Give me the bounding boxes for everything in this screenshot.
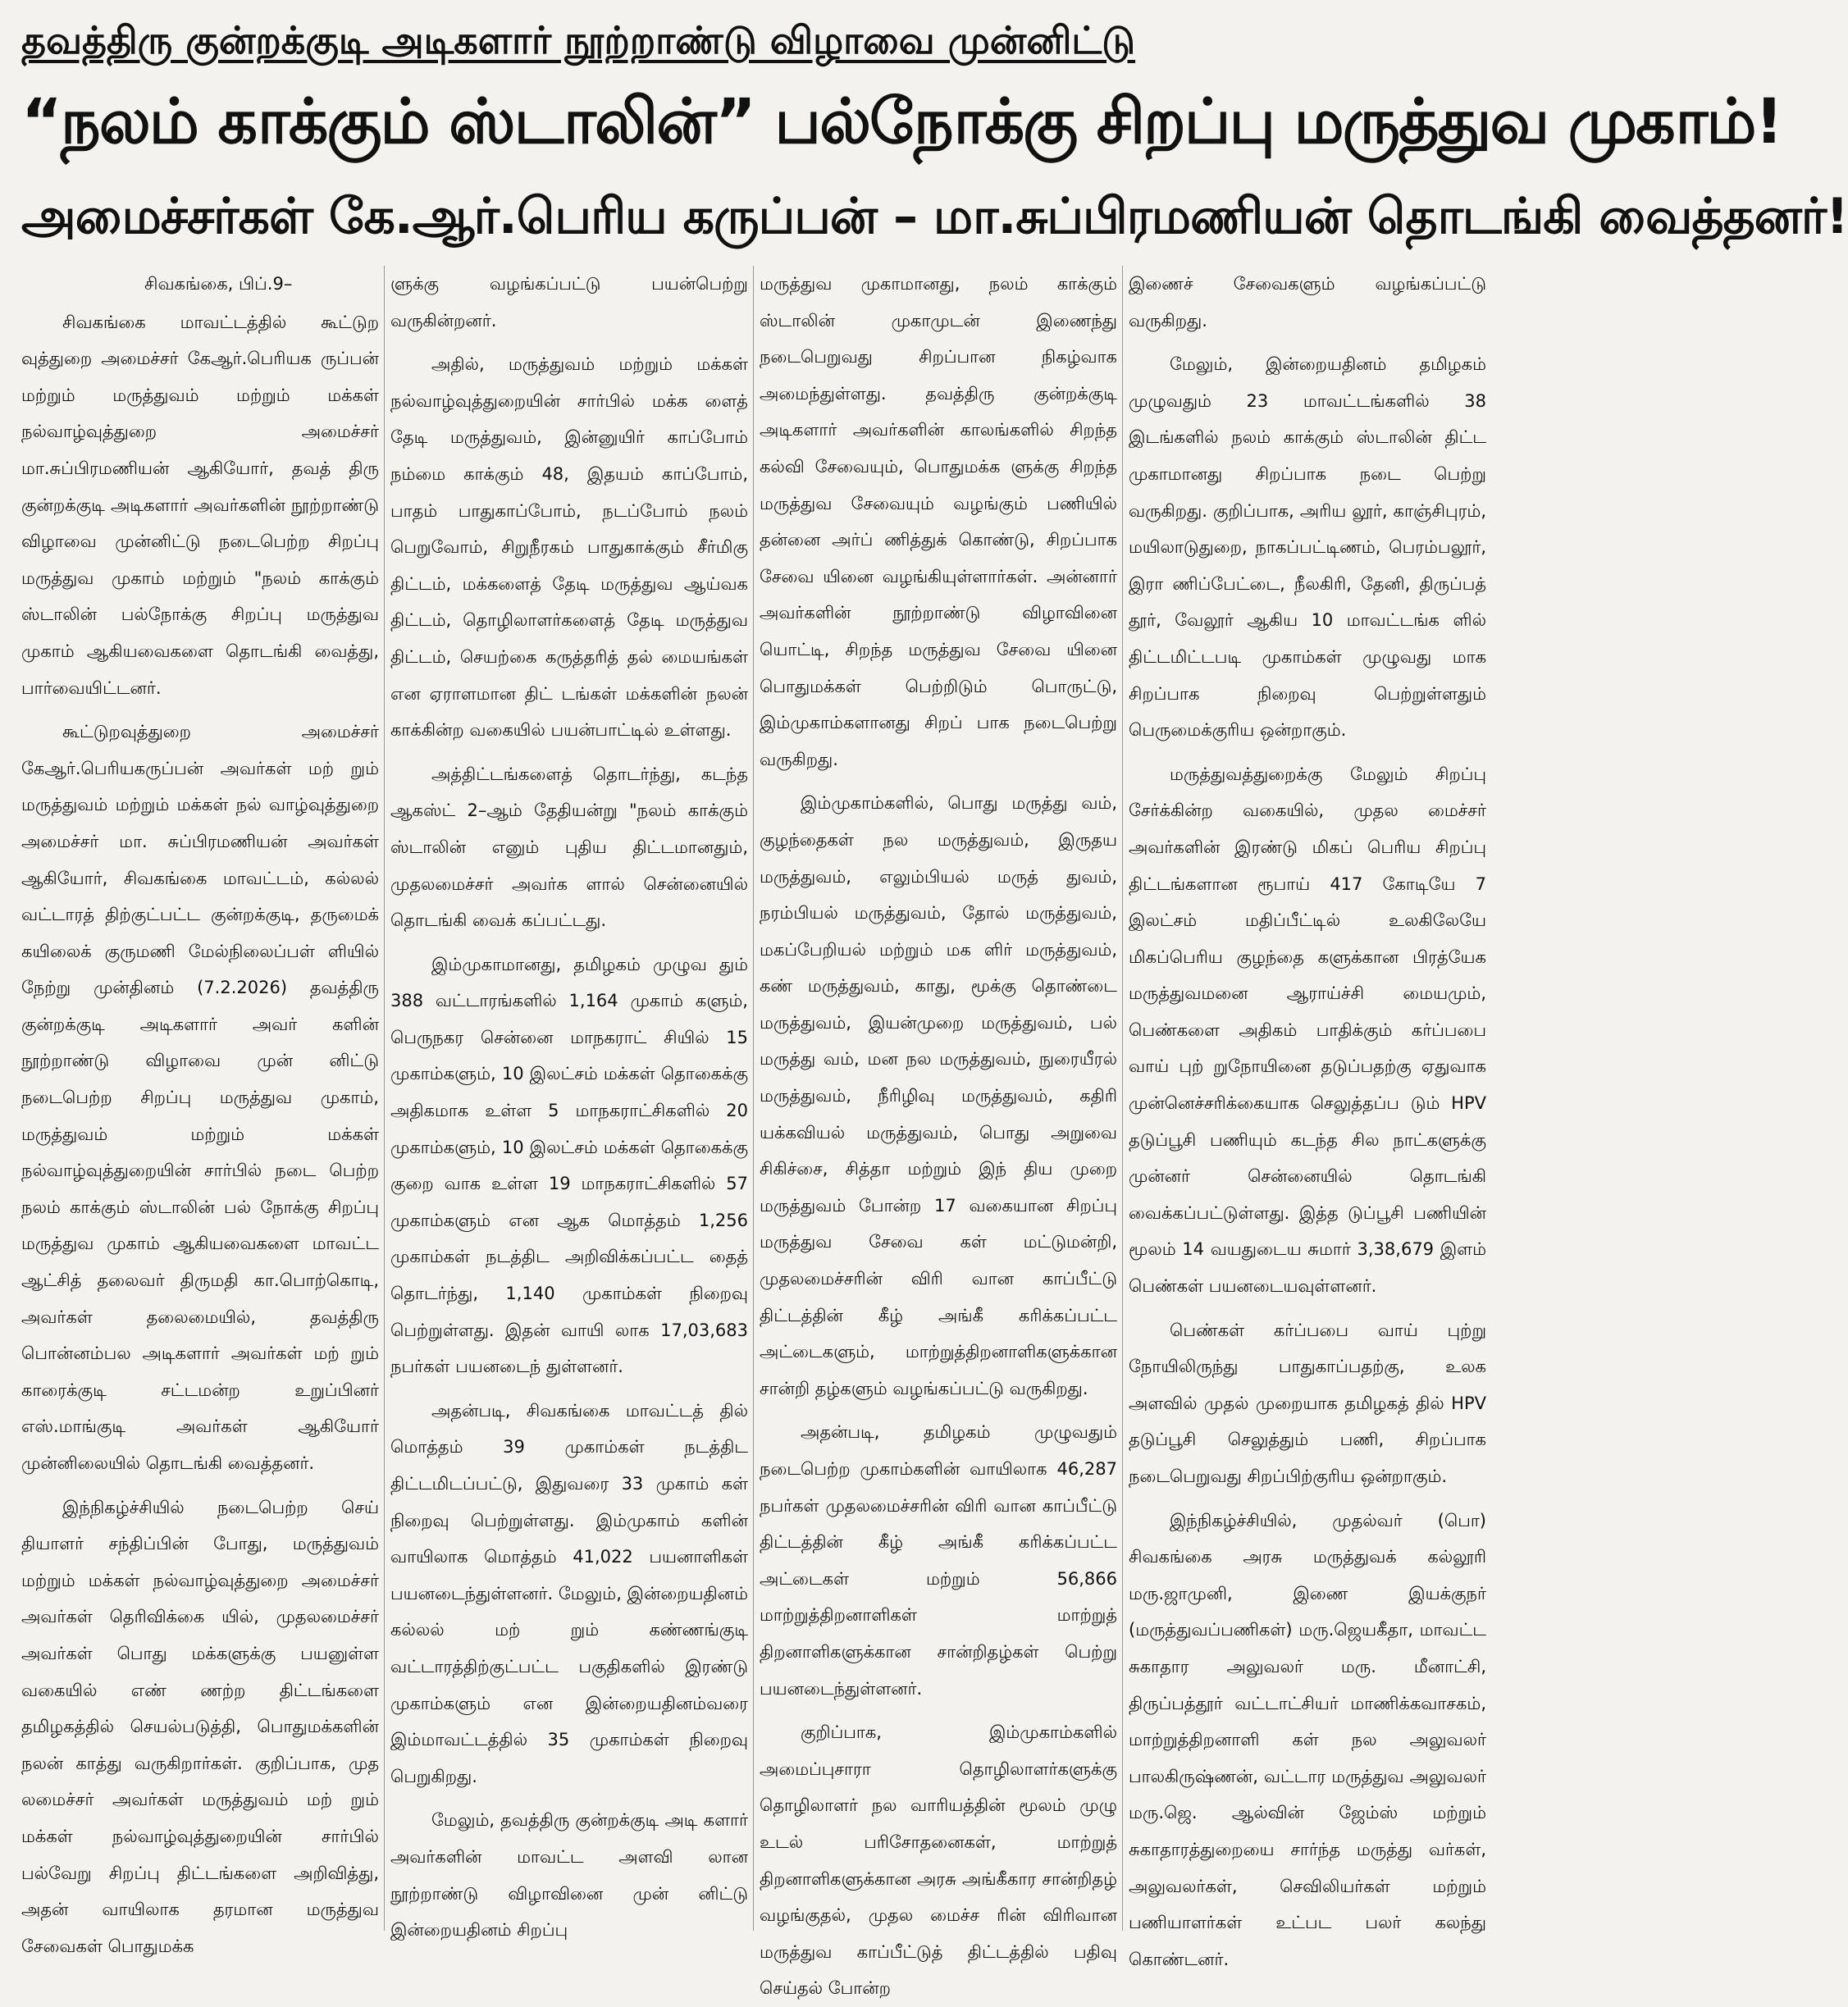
paragraph: இந்நிகழ்ச்சியில் நடைபெற்ற செய் தியாளர் சந்திப்பின் போது, மருத்துவம் மற்றும் மக்கள் நல்வாழ்வுத்துறை அமைச்சர் அவர்கள் தெரிவிக்கை யில், முதலமைச்சர் அவர்கள் பொது மக்களுக்கு பயனுள்ள வகையில் எண் ணற்ற திட்டங்களை தமிழகத்தில் செயல்படுத்தி, பொதுமக்களின் நலன் காத்து வருகிறார்கள். குறிப்பாக, முத லமைச்சர் அவர்கள் மருத்துவம் மற் றும் மக்கள் நல்வாழ்வுத்துறையின் சார்பில் பல்வேறு சிறப்பு திட்டங்களை அறிவித்து, அதன் வாயிலாக தரமான மருத்துவ சேவைகள் பொதுமக்க (21, 1497, 379, 1956)
column-1 (21, 266, 379, 1956)
sub-headline: அமைச்சர்கள் கே.ஆர்.பெரிய கருப்பன் – மா.சுப்பிரமணியன் தொடங்கி வைத்தனர்! (21, 188, 1848, 245)
paragraph: இம்முகாமானது, தமிழகம் முழுவ தும் 388 வட்டாரங்களில் 1,164 முகாம் களும், பெருநகர சென்னை மாநகராட் சியில் 15 முகாம்களும், 10 இலட்சம் மக்கள் தொகைக்கு அதிகமாக உள்ள 5 மாநகராட்சிகளில் 20 முகாம்களும், 10 இலட்சம் மக்கள் தொகைக்கு குறை வாக உள்ள 19 மாநகராட்சிகளில் 57 முகாம்களும் என ஆக மொத்தம் 1,256 முகாம்கள் நடத்திட அறிவிக்கப்பட்ட தைத் தொடர்ந்து, 1,140 முகாம்கள் நிறைவு பெற்றுள்ளது. இதன் வாயி லாக 17,03,683 நபர்கள் பயனடைந் துள்ளனர். (390, 954, 748, 1377)
paragraph: குறிப்பாக, இம்முகாம்களில் அமைப்புசாரா தொழிலாளர்களுக்கு தொழிலாளர் நல வாரியத்தின் மூலம் முழு உடல் பரிசோதனைகள், மாற்றுத் திறனாளிகளுக்கான அரசு அங்கீகார சான்றிதழ் வழங்குதல், முதல மைச்ச ரின் விரிவான மருத்துவ காப்பீட்டுத் திட்டத்தில் பதிவு செய்தல் போன்ற (760, 1722, 1117, 1999)
paragraph: அதன்படி, தமிழகம் முழுவதும் நடைபெற்ற முகாம்களின் வாயிலாக 46,287 நபர்கள் முதலமைச்சரின் விரி வான காப்பீட்டு திட்டத்தின் கீழ் அங்கீ கரிக்கப்பட்ட அட்டைகள் மற்றும் 56,866 மாற்றுத்திறனாளிகள் மாற்றுத் திறனாளிகளுக்கான சான்றிதழ்கள் பெற்று பயனடைந்துள்ளனர். (760, 1422, 1117, 1699)
paragraph-continued: ளுக்கு வழங்கப்பட்டு பயன்பெற்று வருகின்றனர். (390, 274, 748, 331)
paragraph: அதன்படி, சிவகங்கை மாவட்டத் தில் மொத்தம் 39 முகாம்கள் நடத்திட திட்டமிடப்பட்டு, இதுவரை 33 முகாம் கள் நிறைவு பெற்றுள்ளது. இம்முகாம் களின் வாயிலாக மொத்தம் 41,022 பயனாளிகள் பயனடைந்துள்ளனர். மேலும், இன்றையதினம் கல்லல் மற் றும் கண்ணங்குடி வட்டாரத்திற்குட்பட்ட பகுதிகளில் இரண்டு முகாம்களும் என இன்றையதினம்வரை இம்மாவட்டத்தில் 35 முகாம்கள் நிறைவு பெறுகிறது. (390, 1400, 748, 1786)
column-2 (390, 266, 748, 1941)
paragraph: அத்திட்டங்களைத் தொடர்ந்து, கடந்த ஆகஸ்ட் 2–ஆம் தேதியன்று "நலம் காக்கும் ஸ்டாலின் எனும் புதிய திட்டமானதும், முதலமைச்சர் அவர்க ளால் சென்னையில் தொடங்கி வைக் கப்பட்டது. (390, 764, 748, 931)
paragraph: அதில், மருத்துவம் மற்றும் மக்கள் நல்வாழ்வுத்துறையின் சார்பில் மக்க ளைத் தேடி மருத்துவம், இன்னுயிர் காப்போம் நம்மை காக்கும் 48, இதயம் காப்போம், பாதம் பாதுகாப்போம், நடப்போம் நலம் பெறுவோம், சிறுநீரகம் பாதுகாக்கும் சீர்மிகு திட்டம், மக்களைத் தேடி மருத்துவ ஆய்வக திட்டம், தொழிலாளர்களைத் தேடி மருத்துவ திட்டம், செயற்கை கருத்தரித் தல் மையங்கள் என ஏராளமான திட் டங்கள் மக்களின் நலன் காக்கின்ற வகையில் பயன்பாட்டில் உள்ளது. (390, 354, 748, 741)
kicker-headline: தவத்திரு குன்றக்குடி அடிகளார் நூற்றாண்டு விழாவை முன்னிட்டு (21, 18, 1136, 62)
paragraph: பெண்கள் கர்ப்பபை வாய் புற்று நோயிலிருந்து பாதுகாப்பதற்கு, உலக அளவில் முதல் முறையாக தமிழகத் தில் HPV தடுப்பூசி செலுத்தும் பணி, சிறப்பாக நடைபெறுவது சிறப்பிற்குரிய ஒன்றாகும். (1129, 1320, 1486, 1486)
dateline: சிவகங்கை, பிப்.9– (144, 274, 293, 294)
paragraph: மருத்துவத்துறைக்கு மேலும் சிறப்பு சேர்க்கின்ற வகையில், முதல மைச்சர் அவர்களின் இரண்டு மிகப் பெரிய சிறப்பு திட்டங்களான ரூபாய் 417 கோடியே 7 இலட்சம் மதிப்பீட்டில் உலகிலேயே மிகப்பெரிய குழந்தை களுக்கான பிரத்யேக மருத்துவமனை ஆராய்ச்சி மையமும், பெண்களை அதிகம் பாதிக்கும் கர்ப்பபை வாய் புற் றுநோயினை தடுப்பதற்கு ஏதுவாக முன்னெச்சரிக்கையாக செலுத்தப்ப டும் HPV தடுப்பூசி பணியும் கடந்த சில நாட்களுக்கு முன்னர் சென்னையில் தொடங்கி வைக்கப்பட்டுள்ளது. இத்த டுப்பூசி பணியின் மூலம் 14 வயதுடைய சுமார் 3,38,679 இளம் பெண்கள் பயனடையவுள்ளனர். (1129, 764, 1486, 1297)
paragraph: மேலும், இன்றையதினம் தமிழகம் முழுவதும் 23 மாவட்டங்களில் 38 இடங்களில் நலம் காக்கும் ஸ்டாலின் திட்ட முகாமானது சிறப்பாக நடை பெற்று வருகிறது. குறிப்பாக, அரிய லூர், காஞ்சிபுரம், மயிலாடுதுறை, நாகப்பட்டிணம், பெரம்பலூர், இரா ணிப்பேட்டை, நீலகிரி, தேனி, திருப்பத் தூர், வேலூர் ஆகிய 10 மாவட்டங்க ளில் திட்டமிட்டபடி முகாம்கள் முழுவது மாக சிறப்பாக நிறைவு பெற்றுள்ளதும் பெருமைக்குரிய ஒன்றாகும். (1129, 354, 1486, 741)
article-body (21, 266, 1486, 1999)
column-4 (1129, 266, 1486, 1969)
paragraph: மேலும், தவத்திரு குன்றக்குடி அடி களார் அவர்களின் மாவட்ட அளவி லான நூற்றாண்டு விழாவினை முன் னிட்டு இன்றையதினம் சிறப்பு (390, 1810, 748, 1941)
paragraph-continued: இணைச் சேவைகளும் வழங்கப்பட்டு வருகிறது. (1129, 274, 1486, 331)
paragraph: சிவகங்கை மாவட்டத்தில் கூட்டுற வுத்துறை அமைச்சர் கேஆர்.பெரியக ருப்பன் மற்றும் மருத்துவம் மற்றும் மக்கள் நல்வாழ்வுத்துறை அமைச்சர் மா.சுப்பிரமணியன் ஆகியோர், தவத் திரு குன்றக்குடி அடிகளார் அவர்களின் நூற்றாண்டு விழாவை முன்னிட்டு நடைபெற்ற சிறப்பு மருத்துவ முகாம் மற்றும் "நலம் காக்கும் ஸ்டாலின் பல்நோக்கு சிறப்பு மருத்துவ முகாம் ஆகியவைகளை தொடங்கி வைத்து, பார்வையிட்டனர். (21, 312, 379, 698)
paragraph: இந்நிகழ்ச்சியில், முதல்வர் (பொ) சிவகங்கை அரசு மருத்துவக் கல்லூரி மரு.ஜாமுனி, இணை இயக்குநர் (மருத்துவப்பணிகள்) மரு.ஜெயகீதா, மாவட்ட சுகாதார அலுவலர் மரு. மீனாட்சி, திருப்பத்தூர் வட்டாட்சியர் மாணிக்கவாசகம், மாற்றுத்திறனாளி கள் நல அலுவலர் பாலகிருஷ்ணன், வட்டார மருத்துவ அலுவலர் மரு.ஜெ. ஆல்வின் ஜேம்ஸ் மற்றும் சுகாதாரத்துறையை சார்ந்த மருத்து வர்கள், அலுவலர்கள், செவிலியர்கள் மற்றும் பணியாளர்கள் உட்பட பலர் கலந்து கொண்டனர். (1129, 1510, 1486, 1969)
paragraph: இம்முகாம்களில், பொது மருத்து வம், குழந்தைகள் நல மருத்துவம், இருதய மருத்துவம், எலும்பியல் மருத் துவம், நரம்பியல் மருத்துவம், தோல் மருத்துவம், மகப்பேறியல் மற்றும் மக ளிர் மருத்துவம், கண் மருத்துவம், காது, மூக்கு தொண்டை மருத்துவம், இயன்முறை மருத்துவம், பல் மருத்து வம், மன நல மருத்துவம், நுரையீரல் மருத்துவம், நீரிழிவு மருத்துவம், கதிரி யக்கவியல் மருத்துவம், பொது அறுவை சிகிச்சை, சித்தா மற்றும் இந் திய முறை மருத்துவம் போன்ற 17 வகையான சிறப்பு மருத்துவ சேவை கள் மட்டுமன்றி, முதலமைச்சரின் விரி வான காப்பீட்டு திட்டத்தின் கீழ் அங்கீ கரிக்கப்பட்ட அட்டைகளும், மாற்றுத்திறனாளிகளுக்கான சான்றி தழ்களும் வழங்கப்பட்டு வருகிறது. (760, 793, 1117, 1398)
column-3 (760, 266, 1117, 1999)
paragraph-continued: மருத்துவ முகாமானது, நலம் காக்கும் ஸ்டாலின் முகாமுடன் இணைந்து நடைபெறுவது சிறப்பான நிகழ்வாக அமைந்துள்ளது. தவத்திரு குன்றக்குடி அடிகளார் அவர்களின் காலங்களில் சிறந்த கல்வி சேவையும், பொதுமக்க ளுக்கு சிறந்த மருத்துவ சேவையும் வழங்கும் பணியில் தன்னை அர்ப் ணித்துக் கொண்டு, சிறப்பாக சேவை யினை வழங்கியுள்ளார்கள். அன்னார் அவர்களின் நூற்றாண்டு விழாவினை யொட்டி, சிறந்த மருத்துவ சேவை யினை பொதுமக்கள் பெற்றிடும் பொருட்டு, இம்முகாம்களானது சிறப் பாக நடைபெற்று வருகிறது. (760, 274, 1117, 769)
main-headline: “நலம் காக்கும் ஸ்டாலின்” பல்நோக்கு சிறப்பு மருத்துவ முகாம்! (21, 84, 1782, 157)
paragraph: கூட்டுறவுத்துறை அமைச்சர் கேஆர்.பெரியகருப்பன் அவர்கள் மற் றும் மருத்துவம் மற்றும் மக்கள் நல் வாழ்வுத்துறை அமைச்சர் மா. சுப்பிரமணியன் அவர்கள் ஆகியோர், சிவகங்கை மாவட்டம், கல்லல் வட்டாரத் திற்குட்பட்ட குன்றக்குடி, தருமைக் கயிலைக் குருமணி மேல்நிலைப்பள் ளியில் நேற்று முன்தினம் (7.2.2026) தவத்திரு குன்றக்குடி அடிகளார் அவர் களின் நூற்றாண்டு விழாவை முன் னிட்டு நடைபெற்ற சிறப்பு மருத்துவ முகாம், மருத்துவம் மற்றும் மக்கள் நல்வாழ்வுத்துறையின் சார்பில் நடை பெற்ற நலம் காக்கும் ஸ்டாலின் பல் நோக்கு சிறப்பு மருத்துவ முகாம் ஆகியவைகளை மாவட்ட ஆட்சித் தலைவர் திருமதி கா.பொற்கொடி, அவர்கள் தலைமையில், தவத்திரு பொன்னம்பல அடிகளார் அவர்கள் மற் றும் காரைக்குடி சட்டமன்ற உறுப்பினர் எஸ்.மாங்குடி அவர்கள் ஆகியோர் முன்னிலையில் தொடங்கி வைத்தனர். (21, 722, 379, 1473)
